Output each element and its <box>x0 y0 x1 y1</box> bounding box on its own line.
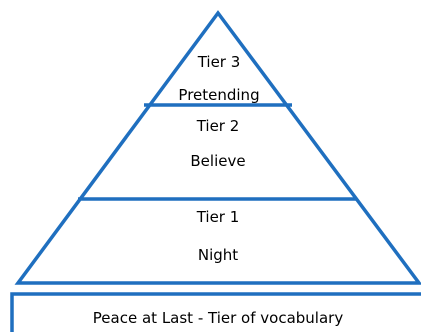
tier-3-word: Pretending <box>178 86 260 104</box>
tier-1-label: Tier 1 <box>196 208 240 226</box>
tier-1-word: Night <box>197 246 239 264</box>
tier-2-label: Tier 2 <box>196 117 240 135</box>
tier-3-label: Tier 3 <box>197 53 241 71</box>
tier-2-word: Believe <box>190 152 246 170</box>
caption-text: Peace at Last - Tier of vocabulary <box>92 309 344 327</box>
